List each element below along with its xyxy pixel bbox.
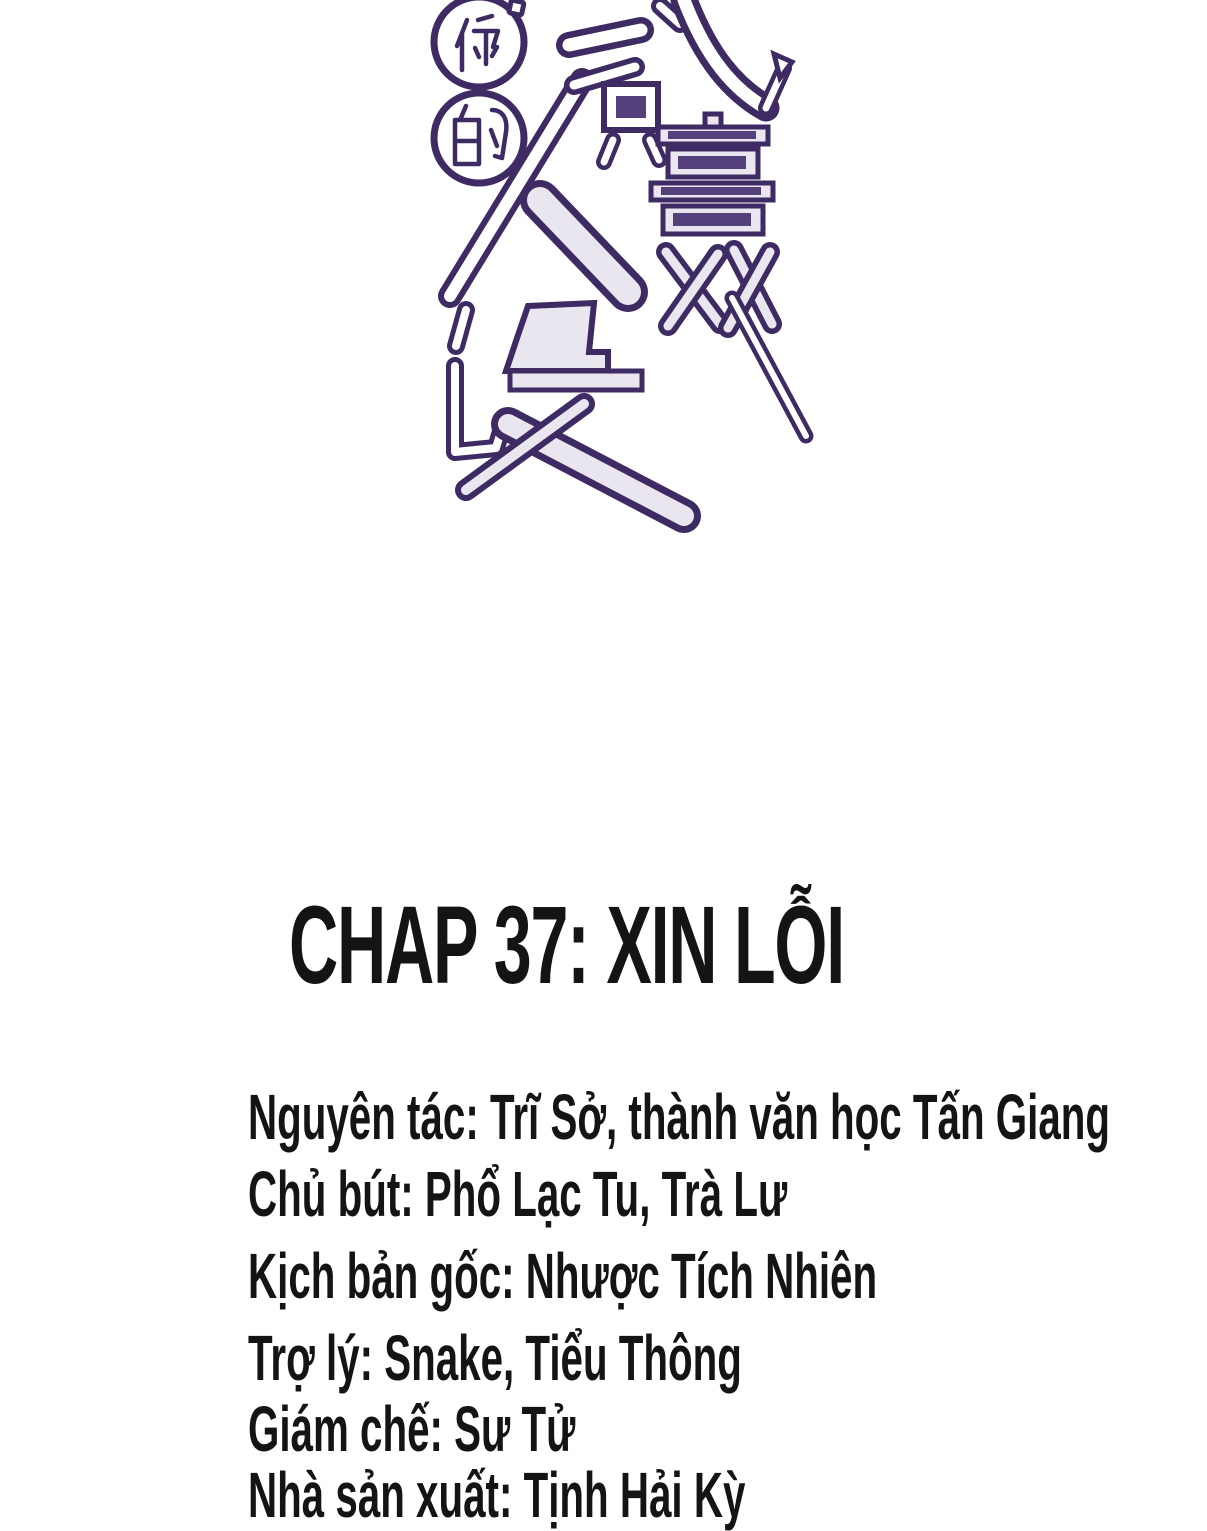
logo-char-de-circle xyxy=(434,93,524,183)
credit-line-supervisor: Giám chế: Sư Tử xyxy=(248,1393,576,1465)
logo-char-huan xyxy=(666,250,772,328)
credit-line-producer: Nhà sản xuất: Tịnh Hải Kỳ xyxy=(248,1459,746,1531)
credit-line-assistant: Trợ lý: Snake, Tiểu Thông xyxy=(248,1322,742,1394)
logo-char-zhi xyxy=(604,84,659,162)
series-logo xyxy=(422,0,892,545)
credit-line-original-author: Nguyên tác: Trĩ Sở, thành văn học Tấn Giang xyxy=(248,1081,1111,1153)
logo-char-she xyxy=(455,303,684,516)
series-logo-art xyxy=(422,0,892,545)
credit-line-editor: Chủ bút: Phổ Lạc Tu, Trà Lư xyxy=(248,1158,788,1230)
logo-char-xi xyxy=(651,114,773,234)
credit-line-script: Kịch bản gốc: Nhược Tích Nhiên xyxy=(248,1240,878,1312)
logo-char-ni-circle xyxy=(434,0,524,87)
chapter-title: CHAP 37: XIN LỖI xyxy=(289,884,844,1007)
